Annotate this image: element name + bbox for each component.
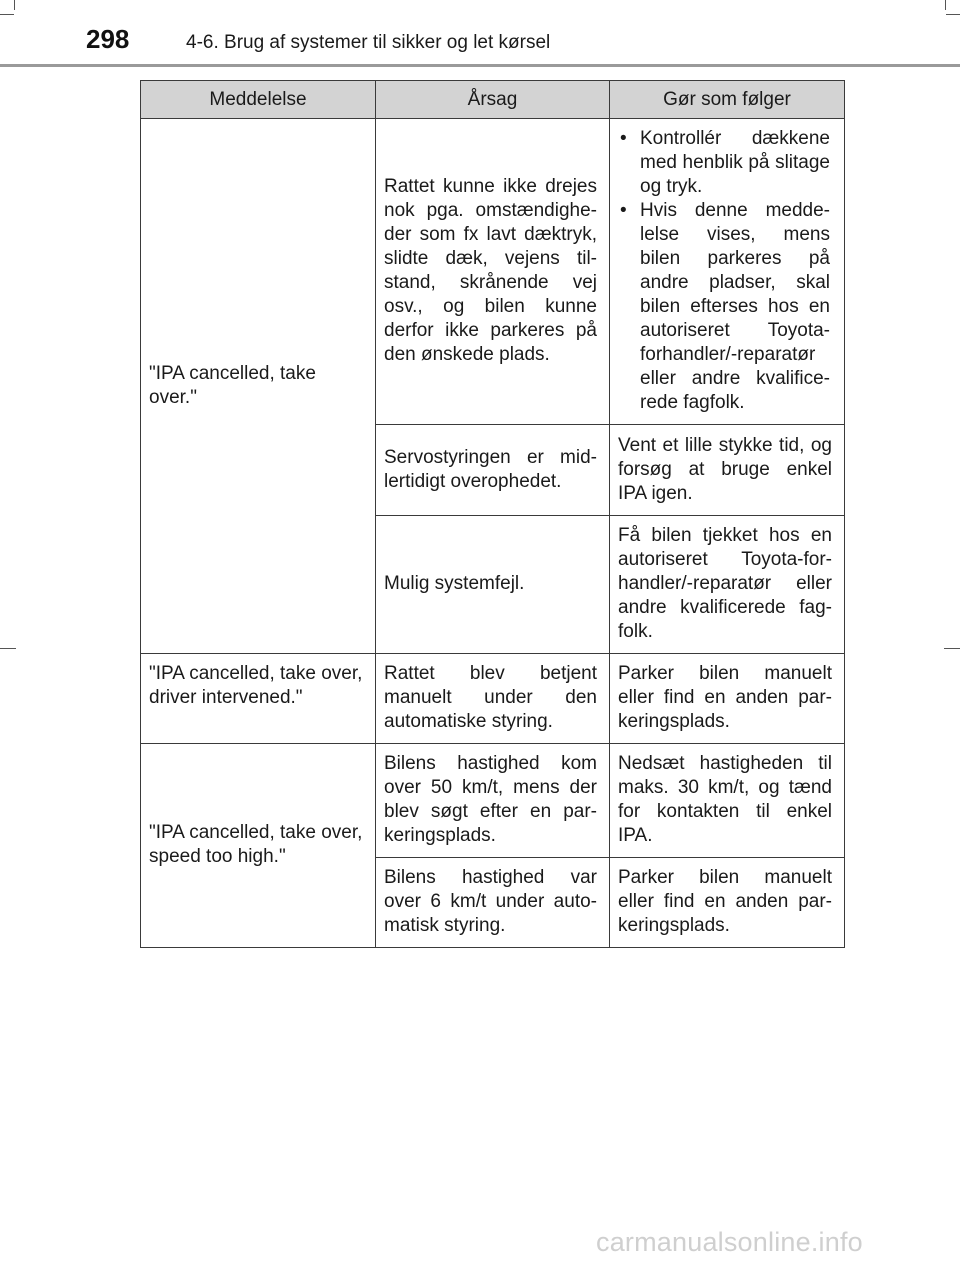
crop-mark-mid-left bbox=[0, 648, 16, 649]
message-cell: "IPA cancelled, take over." bbox=[141, 119, 376, 654]
action-cell: Parker bilen manuelt eller find en anden parkeringsplads. bbox=[610, 858, 845, 948]
column-header-action: Gør som følger bbox=[610, 81, 845, 119]
column-header-message: Meddelelse bbox=[141, 81, 376, 119]
cause-cell: Servostyringen er midlertidigt overophedet. bbox=[376, 425, 610, 516]
message-cell: "IPA cancelled, take over, speed too high." bbox=[141, 744, 376, 948]
table-row bbox=[141, 119, 845, 425]
list-item-text: Kontrollér dækkene med henblik på slitage og tryk. bbox=[640, 128, 830, 197]
cause-cell: Mulig systemfejl. bbox=[376, 516, 610, 654]
table-row bbox=[141, 654, 845, 744]
section-title: 4-6. Brug af systemer til sikker og let kørsel bbox=[186, 32, 551, 53]
cause-cell: Rattet blev betjent manuelt under den automatiske styring. bbox=[376, 654, 610, 744]
bullet-marker: • bbox=[620, 128, 627, 149]
bullet-marker: • bbox=[620, 200, 627, 221]
watermark-text: carmanualsonline.info bbox=[596, 1227, 863, 1257]
action-bullet-list bbox=[618, 127, 830, 415]
list-item bbox=[618, 127, 830, 199]
action-cell: Vent et lille stykke tid, og forsøg at bruge enkel IPA igen. bbox=[610, 425, 845, 516]
action-cell: Få bilen tjekket hos en autoriseret Toyota-forhandler/-reparatør eller andre kvalificerede fagfolk. bbox=[610, 516, 845, 654]
page-header bbox=[0, 0, 960, 68]
action-cell bbox=[610, 119, 845, 425]
message-cell: "IPA cancelled, take over, driver intervened." bbox=[141, 654, 376, 744]
column-header-cause: Årsag bbox=[376, 81, 610, 119]
cause-cell: Bilens hastighed var over 6 km/t under automatisk styring. bbox=[376, 858, 610, 948]
header-divider bbox=[0, 64, 960, 67]
crop-mark-mid-right bbox=[944, 648, 960, 649]
action-cell: Parker bilen manuelt eller find en anden parkeringsplads. bbox=[610, 654, 845, 744]
action-cell: Nedsæt hastigheden til maks. 30 km/t, og tænd for kontakten til enkel IPA. bbox=[610, 744, 845, 858]
list-item bbox=[618, 199, 830, 415]
table-row bbox=[141, 744, 845, 858]
table-header-row bbox=[141, 81, 845, 119]
page-number: 298 bbox=[86, 24, 130, 54]
list-item-text: Hvis denne meddelelse vises, mens bilen parkeres på andre pladser, skal bilen efterses hos en autoriseret Toyota-forhandler/-reparatør eller andre kvalificerede fagfolk. bbox=[640, 200, 830, 413]
cause-cell: Bilens hastighed kom over 50 km/t, mens der blev søgt efter en parkeringsplads. bbox=[376, 744, 610, 858]
cause-cell: Rattet kunne ikke drejes nok pga. omstændigheder som fx lavt dæktryk, slidte dæk, vejens tilstand, skrånende vej osv., og bilen kunne derfor ikke parkeres på den ønskede plads. bbox=[376, 119, 610, 425]
message-table bbox=[140, 80, 845, 948]
